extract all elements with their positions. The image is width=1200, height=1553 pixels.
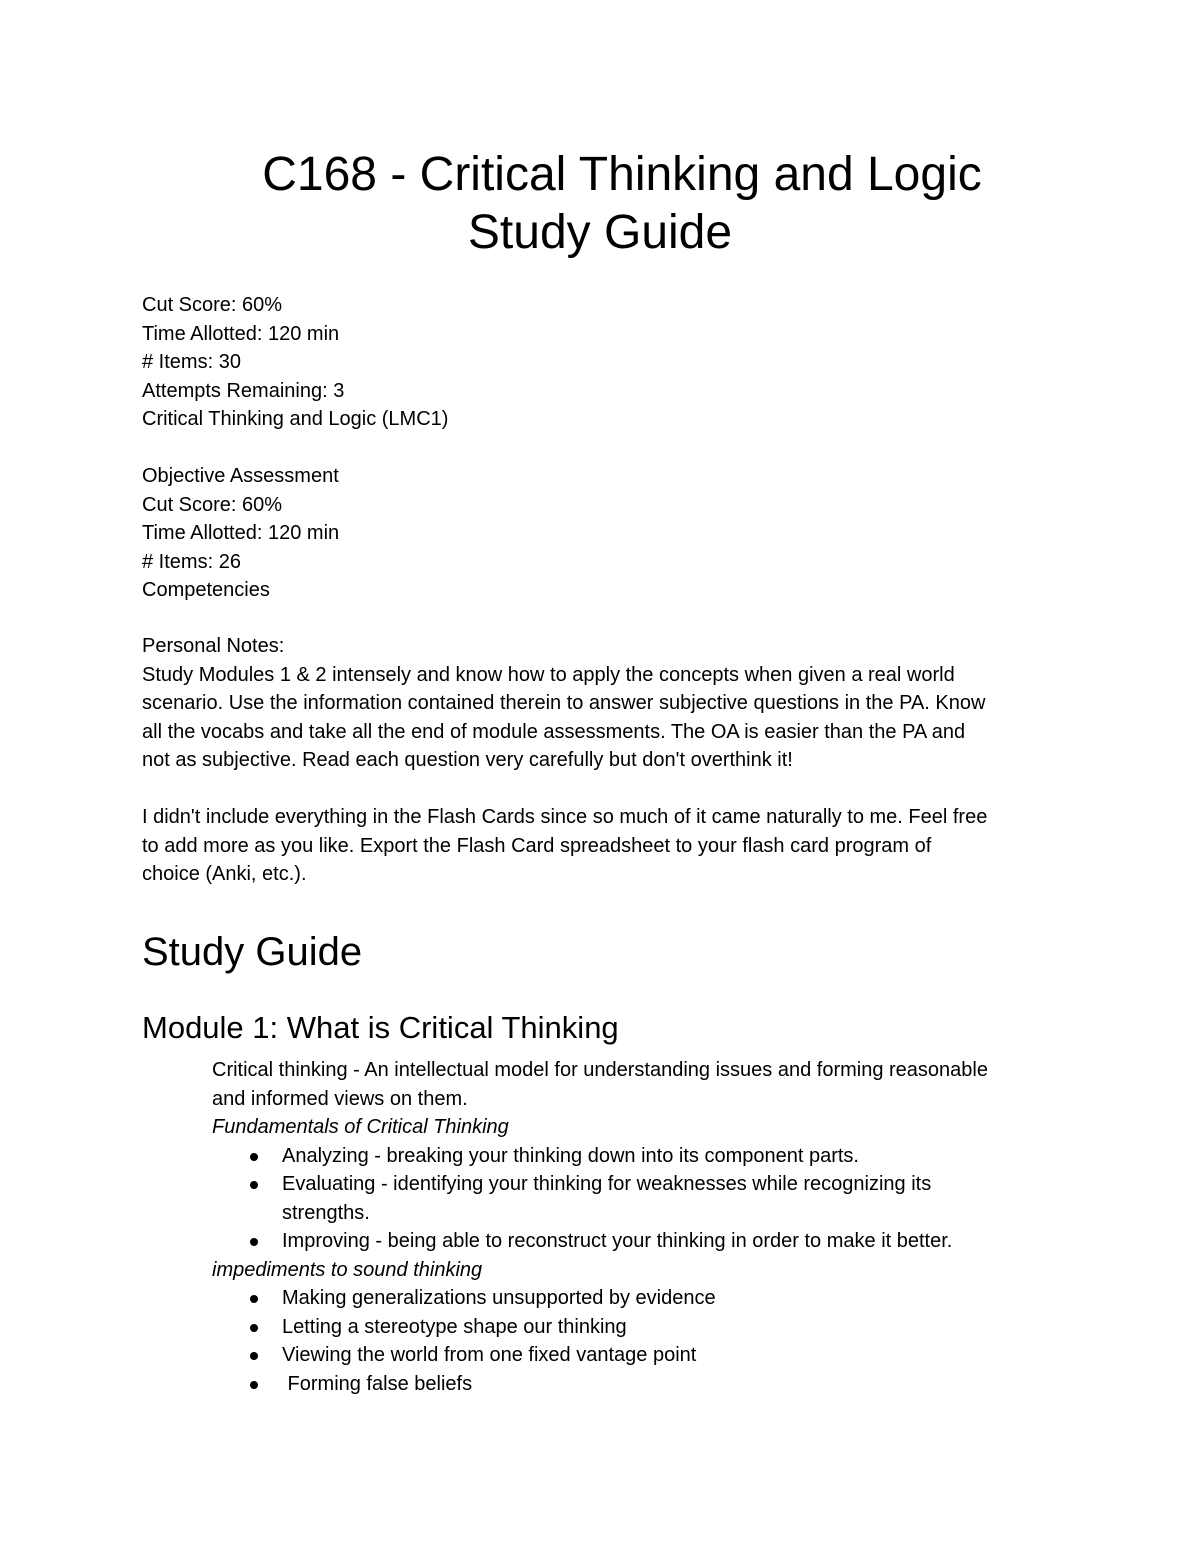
bullet-icon xyxy=(250,1295,258,1303)
list-item xyxy=(212,1370,1072,1399)
list-item-text: Forming false beliefs xyxy=(282,1372,473,1395)
notes-line: all the vocabs and take all the end of module assessments. The OA is easier than the PA and xyxy=(142,720,966,743)
notes-line: Study Modules 1 & 2 intensely and know how to apply the concepts when given a real world xyxy=(142,663,955,686)
flashcards-line: I didn't include everything in the Flash Cards since so much of it came naturally to me. Feel free xyxy=(142,806,988,828)
bullet-icon xyxy=(250,1181,258,1189)
notes-line: scenario. Use the information contained therein to answer subjective questions in the PA. Know xyxy=(142,692,986,714)
personal-notes xyxy=(142,632,1062,775)
personal-notes-heading: Personal Notes: xyxy=(142,635,285,657)
fundamentals-heading: Fundamentals of Critical Thinking xyxy=(212,1116,509,1138)
definition-line: Critical thinking - An intellectual model for understanding issues and forming reasonable xyxy=(212,1059,988,1081)
document-title-line-2: Study Guide xyxy=(467,206,733,259)
bullet-icon xyxy=(250,1238,258,1246)
time-allotted-line: Time Allotted: 120 min xyxy=(142,322,340,345)
bullet-icon xyxy=(250,1381,258,1389)
list-item xyxy=(212,1341,1072,1370)
competencies-line: Competencies xyxy=(142,579,270,601)
bullet-icon xyxy=(250,1324,258,1332)
oa-cut-score-line: Cut Score: 60% xyxy=(142,493,283,516)
list-item-text: Viewing the world from one fixed vantage point xyxy=(282,1344,697,1366)
list-item xyxy=(212,1313,1072,1342)
list-item-text-continued: strengths. xyxy=(282,1201,370,1224)
module-1-heading: Module 1: What is Critical Thinking xyxy=(142,1010,619,1045)
module-1-content xyxy=(212,1056,1072,1398)
document-title-line-1: C168 - Critical Thinking and Logic xyxy=(262,148,982,201)
list-item xyxy=(212,1227,1072,1256)
list-item xyxy=(212,1170,1072,1227)
flashcards-note xyxy=(142,803,1062,889)
bullet-icon xyxy=(250,1352,258,1360)
definition-line: and informed views on them. xyxy=(212,1087,468,1110)
flashcards-line: choice (Anki, etc.). xyxy=(142,863,307,885)
objective-assessment-block xyxy=(142,462,1062,605)
list-item-text: Letting a stereotype shape our thinking xyxy=(282,1315,627,1338)
list-item-text: Making generalizations unsupported by evidence xyxy=(282,1287,716,1309)
cut-score-line: Cut Score: 60% xyxy=(142,294,283,316)
fundamentals-list xyxy=(212,1142,1072,1256)
impediments-heading: impediments to sound thinking xyxy=(212,1258,483,1281)
list-item xyxy=(212,1284,1072,1313)
attempts-remaining-line: Attempts Remaining: 3 xyxy=(142,379,345,402)
oa-time-allotted-line: Time Allotted: 120 min xyxy=(142,522,340,544)
bullet-icon xyxy=(250,1153,258,1161)
exam-summary xyxy=(142,291,1062,434)
impediments-list xyxy=(212,1284,1072,1398)
list-item-text: Improving - being able to reconstruct your thinking in order to make it better. xyxy=(282,1230,953,1252)
course-name-line: Critical Thinking and Logic (LMC1) xyxy=(142,408,449,430)
flashcards-line: to add more as you like. Export the Flash Card spreadsheet to your flash card program of xyxy=(142,834,932,857)
list-item-text: Evaluating - identifying your thinking for weaknesses while recognizing its xyxy=(282,1173,932,1195)
notes-line: not as subjective. Read each question very carefully but don't overthink it! xyxy=(142,749,793,771)
objective-assessment-heading: Objective Assessment xyxy=(142,465,339,487)
list-item-text: Analyzing - breaking your thinking down into its component parts. xyxy=(282,1144,859,1167)
list-item xyxy=(212,1142,1072,1171)
items-count-line: # Items: 30 xyxy=(142,351,241,373)
oa-items-count-line: # Items: 26 xyxy=(142,550,241,573)
study-guide-heading: Study Guide xyxy=(142,930,363,974)
